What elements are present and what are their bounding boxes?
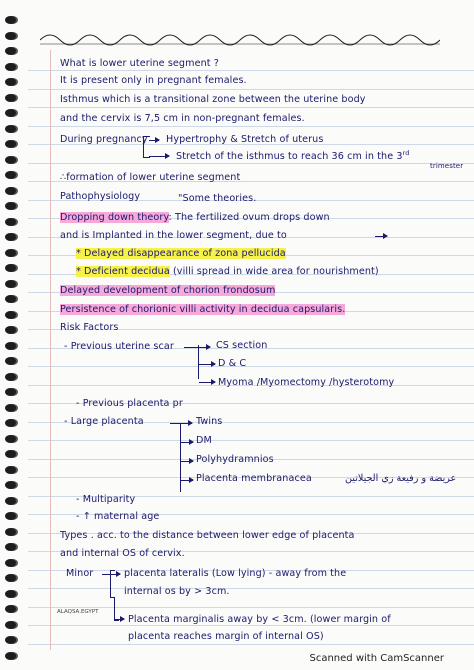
bracket	[114, 598, 119, 621]
note-line	[60, 285, 275, 296]
spiral-hole	[5, 171, 16, 179]
ruled-line	[28, 625, 474, 626]
note-line: Twins	[196, 416, 223, 427]
spiral-hole	[5, 435, 16, 443]
note-line: DM	[196, 435, 212, 446]
note-line: internal os by > 3cm.	[124, 586, 230, 597]
note-line: It is present only in pregnant females.	[60, 75, 247, 86]
spiral-hole	[5, 528, 16, 536]
ruled-line	[28, 89, 474, 90]
arrow	[184, 347, 210, 348]
types-label: Types	[60, 530, 88, 541]
ruled-line	[28, 588, 474, 589]
spiral-hole	[5, 388, 16, 396]
spiral-hole	[5, 264, 16, 272]
note-line: Hypertrophy & Stretch of uterus	[166, 134, 324, 145]
spiral-hole	[5, 187, 16, 195]
decorative-border	[40, 30, 440, 50]
section-heading: Pathophysiology	[60, 191, 141, 202]
note-line	[60, 172, 240, 183]
stretch-text: Stretch of the isthmus to reach 36 cm in the 3	[176, 151, 403, 162]
spiral-hole	[5, 16, 16, 24]
spiral-hole	[5, 590, 16, 598]
spiral-hole	[5, 621, 16, 629]
spiral-hole	[5, 125, 16, 133]
spiral-hole	[5, 481, 16, 489]
ruled-line	[28, 126, 474, 127]
arrow	[149, 140, 159, 141]
marginalis-distance: away by < 3cm. (lower margin of	[227, 614, 391, 625]
spiral-hole	[5, 419, 16, 427]
spiral-hole	[5, 218, 16, 226]
note-line	[60, 530, 354, 541]
theory-text: : The fertilized ovum drops down	[168, 212, 330, 223]
note-line: - ↑ maternal age	[76, 511, 160, 522]
lateralis-text: placenta lateralis (Low lying)	[124, 568, 266, 579]
spiral-hole	[5, 280, 16, 288]
arrow	[149, 156, 169, 157]
superscript: rd	[402, 149, 410, 157]
note-line: - Multiparity	[76, 494, 136, 505]
arrow	[181, 480, 193, 481]
section-heading: Risk Factors	[60, 322, 119, 333]
spiral-hole	[5, 373, 16, 381]
spiral-hole	[5, 63, 16, 71]
arrow	[114, 619, 124, 620]
spiral-hole	[5, 109, 16, 117]
trimester-note: trimester	[430, 162, 464, 170]
ruled-line	[28, 644, 474, 645]
highlighted-term: Dropping down theory	[60, 212, 169, 223]
note-line: Isthmus which is a transitional zone between the uterine body	[60, 94, 366, 105]
note-line: and internal OS of cervix.	[60, 548, 185, 559]
note-line: Placenta membranacea	[196, 473, 312, 484]
arrow	[181, 442, 193, 443]
spiral-hole	[5, 295, 16, 303]
note-line: and is Implanted in the lower segment, due to	[60, 230, 287, 241]
spiral-hole	[5, 233, 16, 241]
note-line: Polyhydramnios	[196, 454, 274, 465]
arrow	[102, 574, 120, 575]
spiral-hole	[5, 202, 16, 210]
spiral-hole	[5, 140, 16, 148]
ruled-line	[28, 70, 474, 71]
spiral-hole	[5, 404, 16, 412]
villi-note: (villi spread in wide area for nourishment)	[172, 266, 379, 277]
arrow	[181, 461, 193, 462]
note-line	[176, 151, 409, 162]
note-line	[60, 212, 330, 223]
bracket	[180, 424, 185, 492]
spiral-hole	[5, 559, 16, 567]
highlighted-item: * Deficient decidua	[76, 266, 170, 277]
lateralis-distance: - away from the	[268, 568, 347, 579]
spiral-hole	[5, 574, 16, 582]
spiral-hole	[5, 326, 16, 334]
spiral-hole	[5, 94, 16, 102]
spiral-hole	[5, 497, 16, 505]
spiral-hole	[5, 636, 16, 644]
arabic-note: عريضة و رفيعة زي الجيلاتين	[345, 473, 457, 484]
spiral-hole	[5, 652, 16, 660]
note-line: placenta reaches margin of internal OS)	[128, 631, 324, 642]
spiral-binding	[0, 0, 26, 670]
spiral-hole	[5, 512, 16, 520]
note-line: During pregnancy	[60, 134, 148, 145]
note-line	[124, 568, 346, 579]
spiral-hole	[5, 32, 16, 40]
note-line: Minor	[66, 568, 94, 579]
spiral-hole	[5, 156, 16, 164]
spiral-hole	[5, 311, 16, 319]
note-line: What is lower uterine segment ?	[60, 58, 219, 69]
note-line: "Some theories.	[178, 193, 257, 204]
spiral-hole	[5, 605, 16, 613]
spiral-hole	[5, 78, 16, 86]
formation-text: formation of lower uterine segment	[66, 172, 241, 183]
note-line: - Large placenta	[64, 416, 144, 427]
note-line	[128, 614, 391, 625]
spiral-hole	[5, 450, 16, 458]
note-line: CS section	[216, 340, 268, 351]
note-line	[60, 304, 345, 315]
bracket	[198, 345, 204, 379]
spiral-hole	[5, 543, 16, 551]
arrow	[199, 364, 215, 365]
spiral-hole	[5, 342, 16, 350]
highlighted-item: Persistence of chorionic villi activity in decidua capsularis.	[60, 304, 346, 315]
note-line: - Previous uterine scar	[64, 341, 174, 352]
spiral-hole	[5, 466, 16, 474]
page-margin-line	[50, 50, 51, 650]
note-line	[76, 266, 379, 277]
note-line: and the cervix is 7,5 cm in non-pregnant females.	[60, 113, 305, 124]
scanner-footer: Scanned with CamScanner	[309, 653, 444, 664]
ruled-line	[28, 440, 474, 441]
watermark: ALAQSA.EGYPT	[57, 609, 99, 615]
ruled-line	[28, 163, 474, 164]
arrow-glyph: ∴	[60, 172, 67, 183]
note-line: Myoma /Myomectomy /hysterotomy	[218, 377, 395, 388]
ruled-line	[28, 107, 474, 108]
note-line: - Previous placenta pr	[76, 398, 183, 409]
note-line: D & C	[218, 358, 247, 369]
spiral-hole	[5, 249, 16, 257]
highlighted-item: Delayed development of chorion frondosum	[60, 285, 276, 296]
highlighted-item: * Delayed disappearance of zona pellucida	[76, 248, 286, 259]
note-line	[76, 248, 286, 259]
ruled-line	[28, 607, 474, 608]
marginalis-text: Placenta marginalis	[128, 614, 225, 625]
spiral-hole	[5, 47, 16, 55]
types-text: . acc. to the distance between lower edge of placenta	[90, 530, 355, 541]
ruled-line	[28, 366, 474, 367]
spiral-hole	[5, 357, 16, 365]
arrow	[170, 423, 192, 424]
arrow	[199, 382, 215, 383]
arrow	[375, 236, 387, 237]
